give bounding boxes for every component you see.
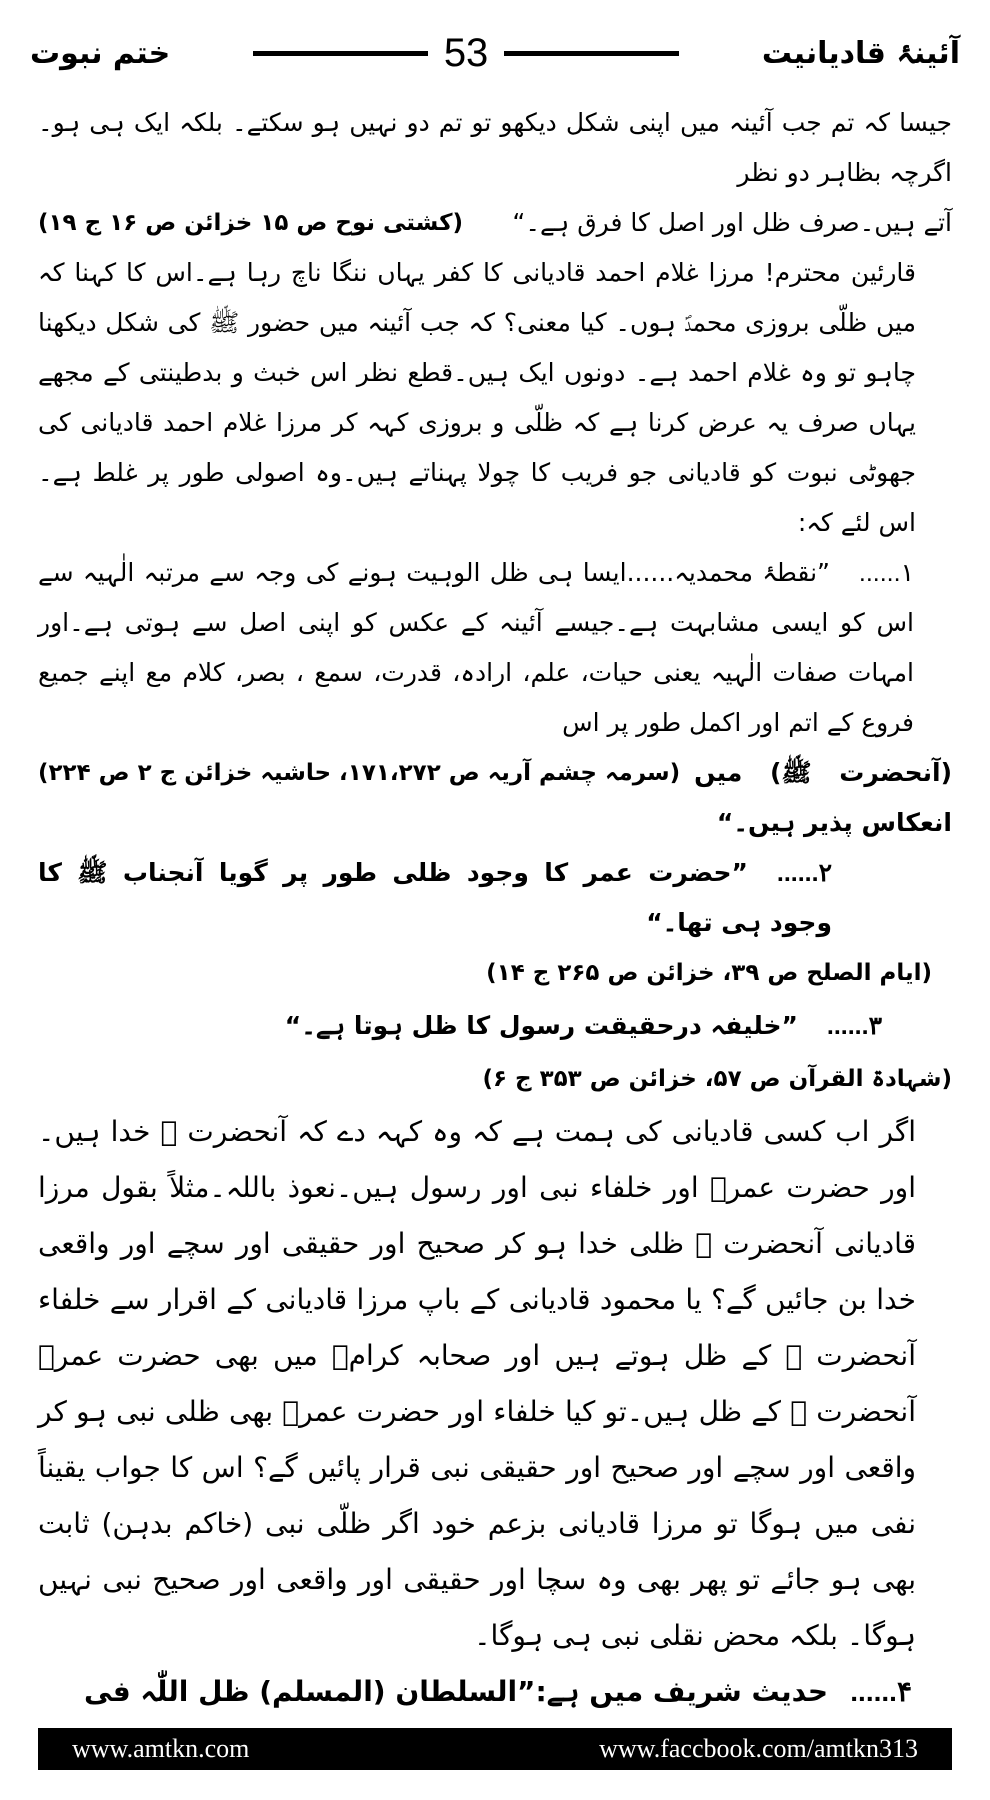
reference-2: (سرمہ چشم آریہ ص ۱۷۱،۲۷۲، حاشیہ خزائن ج ۲ ص ۲۲۴) xyxy=(38,760,681,786)
quote-1-end-row xyxy=(38,748,952,848)
quote-1-text: ”نقطۂ محمدیہ......ایسا ہی ظل الوہیت ہونے کی وجہ سے مرتبہ الٰہیہ سے اس کو ایسی مشابہت ہے۔جیسے آئینہ کے عکس کو اپنی اصل سے ہوتی ہے۔اور امہات صفات الٰہیہ یعنی حیات، علم، ارادہ، قدرت، سمع ، بصر، کلام مع اپنے جمیع فروع کے اتم اور اکمل طور پر اس xyxy=(38,558,914,737)
quote-2-number: ۲...... xyxy=(776,859,832,887)
quote-1-end: (آنحضرت ﷺ) میں انعکاس پذیر ہیں۔“ xyxy=(694,758,952,837)
header-right-title: آئینۂ قادیانیت xyxy=(761,35,960,71)
quote-1-number: ۱...... xyxy=(858,559,914,587)
header-rule-right xyxy=(504,51,679,56)
page-number: 53 xyxy=(443,31,489,75)
paragraph-1-end-row xyxy=(38,198,952,248)
footer-facebook-link[interactable]: www.faccbook.com/amtkn313 xyxy=(599,1734,918,1763)
quote-3-text: ”خلیفہ درحقیقت رسول کا ظل ہوتا ہے۔“ xyxy=(284,1011,798,1040)
quote-4-text: حدیث شریف میں ہے:”السلطان (المسلم) ظل اللّٰہ فی xyxy=(84,1675,828,1708)
page-header xyxy=(30,22,960,84)
quote-1 xyxy=(38,548,952,748)
paragraph-3: اگر اب کسی قادیانی کی ہمت ہے کہ وہ کہہ دے کہ آنحضرت ﷺ خدا ہیں۔ اور حضرت عمرؓ اور خلفاء نبی اور رسول ہیں۔نعوذ باللہ۔مثلاً بقول مرزا قادیانی آنحضرت ﷺ ظلی خدا ہو کر صحیح اور حقیقی اور سچے اور واقعی خدا بن جائیں گے؟ یا محمود قادیانی کے باپ مرزا قادیانی کے اقرار سے خلفاء آنحضرت ﷺ کے ظل ہوتے ہیں اور صحابہ کرامؓ میں بھی حضرت عمرؓ آنحضرت ﷺ کے ظل ہیں۔تو کیا خلفاء اور حضرت عمرؓ بھی ظلی نبی ہو کر واقعی اور سچے اور صحیح اور حقیقی نبی قرار پائیں گے؟ اس کا جواب یقیناً نفی میں ہوگا تو مرزا قادیانی بزعم خود اگر ظلّی نبی (خاکم بدہن) ثابت بھی ہو جائے تو پھر بھی وہ سچا اور حقیقی اور واقعی اور صحیح نبی نہیں ہوگا۔ بلکہ محض نقلی نبی ہی ہوگا۔ xyxy=(38,1115,916,1652)
header-rule-left xyxy=(253,51,428,56)
quote-4-number: ۴...... xyxy=(850,1676,912,1707)
page-body xyxy=(38,98,952,1720)
paragraph-1-end: آتے ہیں۔صرف ظل اور اصل کا فرق ہے۔“ xyxy=(512,208,952,237)
header-page-number-group xyxy=(253,33,680,73)
quote-2-text: ”حضرت عمر کا وجود ظلی طور پر گویا آنجناب ﷺ کا وجود ہی تھا۔“ xyxy=(38,858,832,937)
paragraph-2: قارئین محترم! مرزا غلام احمد قادیانی کا کفر یہاں ننگا ناچ رہا ہے۔اس کا کہنا کہ میں ظلّی بروزی محمدؐ ہوں۔ کیا معنی؟ کہ جب آئینہ میں حضور ﷺ کی شکل دیکھنا چاہو تو وہ غلام احمد ہے۔ دونوں ایک ہیں۔قطع نظر اس خبث و بدطینتی کے مجھے یہاں صرف یہ عرض کرنا ہے کہ ظلّی و بروزی کہہ کر مرزا غلام احمد قادیانی کی جھوٹی نبوت کو قادیانی جو فریب کا چولا پہناتے ہیں۔وہ اصولی طور پر غلط ہے۔اس لئے کہ: xyxy=(38,258,916,537)
header-left-title: ختم نبوت xyxy=(30,35,171,71)
reference-1: (کشتی نوح ص ۱۵ خزائن ص ۱۶ ج ۱۹) xyxy=(38,210,463,236)
reference-4: (شہادۃ القرآن ص ۵۷، خزائن ص ۳۵۳ ج ۶) xyxy=(482,1066,952,1092)
quote-4 xyxy=(38,1664,952,1720)
paragraph-1: جیسا کہ تم جب آئینہ میں اپنی شکل دیکھو تو تم دو نہیں ہو سکتے۔ بلکہ ایک ہی ہو۔ اگرچہ بظاہر دو نظر xyxy=(38,108,952,187)
page-footer xyxy=(38,1728,952,1770)
quote-3-number: ۳...... xyxy=(826,1012,882,1040)
footer-website-link[interactable]: www.amtkn.com xyxy=(72,1734,250,1763)
reference-3: (ایام الصلح ص ۳۹، خزائن ص ۲۶۵ ج ۱۴) xyxy=(486,960,932,986)
quote-2 xyxy=(38,848,952,948)
quote-3 xyxy=(38,998,952,1054)
